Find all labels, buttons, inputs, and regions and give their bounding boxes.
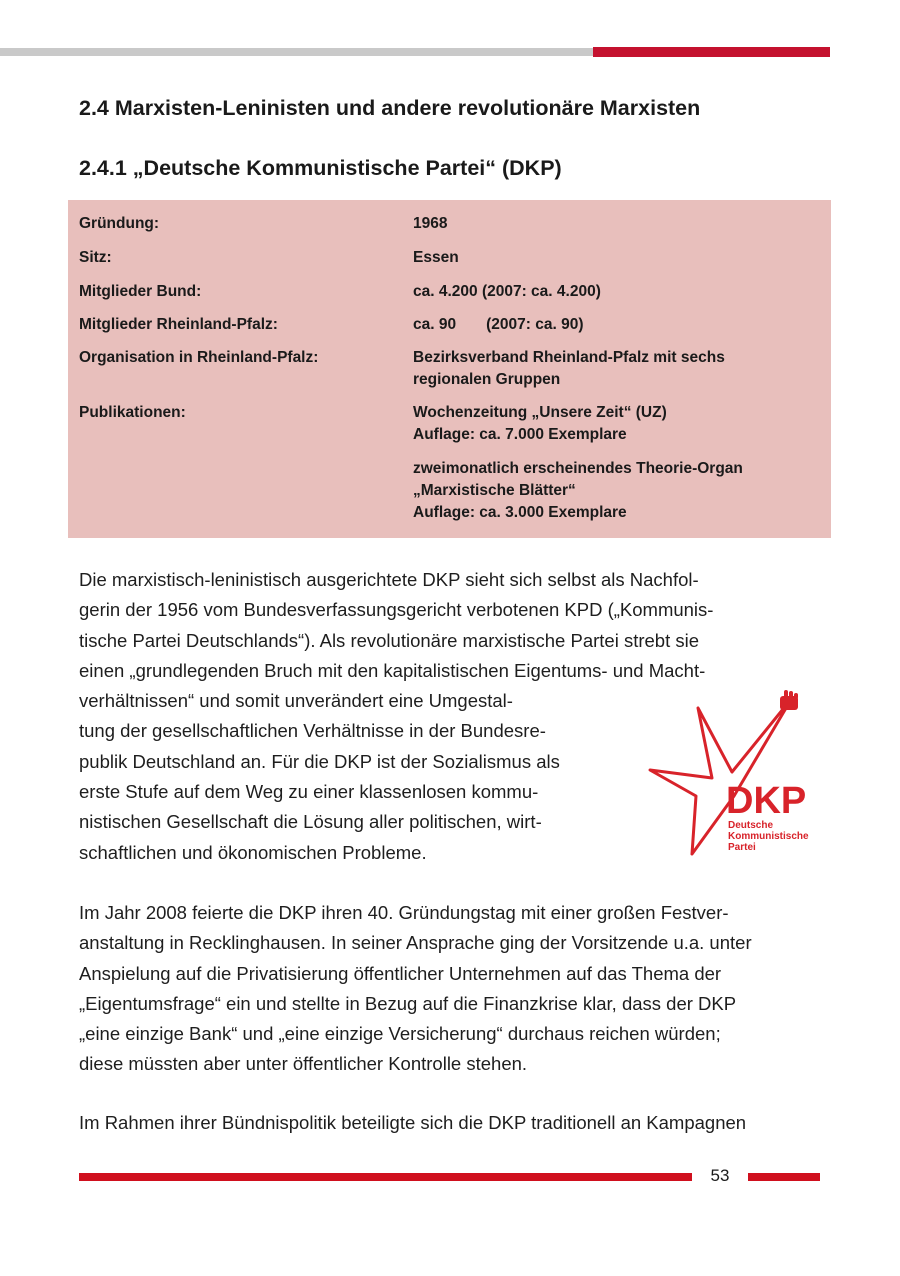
text-line: „eine einzige Bank“ und „eine einzige Versicherung“ durchaus reichen würden; [79,1023,721,1045]
text-line: Im Jahr 2008 feierte die DKP ihren 40. Gründungstag mit einer großen Festver- [79,902,729,923]
page-number: 53 [710,1166,730,1185]
text-line: tung der gesellschaftlichen Verhältnisse in der Bundesre- [79,720,546,742]
text-line: tische Partei Deutschlands“). Als revolutionäre marxistische Partei strebt sie [79,629,700,651]
text-line: „Eigentumsfrage“ ein und stellte in Bezug auf die Finanzkrise klar, dass der DKP [79,992,737,1014]
text-line: nistischen Gesellschaft die Lösung aller politischen, wirt- [79,811,542,833]
raised-fist-icon [780,690,798,710]
logo-line-2: Kommunistische [728,831,809,842]
fact-value-line: 1968 [413,215,448,232]
text-line: erste Stufe auf dem Weg zu einer klassenlosen kommu- [79,781,539,803]
fact-value [413,458,823,524]
fact-box [68,200,831,538]
text-line: diese müssten aber unter öffentlicher Kontrolle stehen. [79,1053,528,1075]
fact-value-line: Bezirksverband Rheinland-Pfalz mit sechs [413,349,725,366]
fact-value-line: ca. 4.200 (2007: ca. 4.200) [413,283,601,300]
fact-value-current: ca. 90 [413,316,457,333]
fact-label: Organisation in Rheinland-Pfalz: [79,349,319,366]
fact-value-line: zweimonatlich erscheinendes Theorie-Organ [413,460,743,477]
fact-label: Sitz: [79,249,112,266]
body-paragraph-3 [79,1108,824,1138]
fact-value [413,281,823,303]
fact-value [413,247,823,269]
fact-label: Gründung: [79,215,160,232]
text-line: Die marxistisch-leninistisch ausgerichtete DKP sieht sich selbst als Nachfol- [79,569,699,590]
logo-acronym: DKP [726,780,807,822]
fact-value-line: „Marxistische Blätter“ [413,482,576,499]
footer-rule-right [748,1173,820,1181]
fact-value-line: Auflage: ca. 7.000 Exemplare [413,426,627,443]
text-line: gerin der 1956 vom Bundesverfassungsgericht verbotenen KPD („Kommunis- [79,599,714,621]
fact-value-line: Auflage: ca. 3.000 Exemplare [413,504,627,521]
text-line: publik Deutschland an. Für die DKP ist der Sozialismus als [79,750,560,772]
fact-value-line: Essen [413,249,459,266]
section-heading: 2.4 Marxisten-Leninisten und andere revolutionäre Marxisten [79,96,701,120]
logo-line-3: Partei [728,842,756,853]
fact-value [413,314,823,336]
fact-value [413,213,823,235]
fact-value-previous: (2007: ca. 90) [486,316,584,333]
header-rule-grey [0,48,593,56]
header-rule-red [593,47,830,57]
logo-line-1: Deutsche [728,820,774,831]
fact-value [413,402,823,446]
text-line: Anspielung auf die Privatisierung öffentlicher Unternehmen auf das Thema der [79,962,722,984]
text-line: schaftlichen und ökonomischen Probleme. [79,841,427,863]
fact-value-line: regionalen Gruppen [413,371,561,388]
fact-label: Mitglieder Bund: [79,283,202,300]
fact-value-line: Wochenzeitung „Unsere Zeit“ (UZ) [413,404,667,421]
fact-label: Mitglieder Rheinland-Pfalz: [79,316,278,333]
subsection-heading: 2.4.1 „Deutsche Kommunistische Partei“ (DKP) [79,156,562,180]
fact-value [413,347,823,391]
text-line: einen „grundlegenden Bruch mit den kapitalistischen Eigentums- und Macht- [79,659,706,681]
fact-label: Publikationen: [79,404,186,421]
text-line: anstaltung in Recklinghausen. In seiner Ansprache ging der Vorsitzende u.a. unter [79,932,752,954]
body-paragraph-2 [79,898,824,1080]
footer-rule-left [79,1173,692,1181]
text-line: verhältnissen“ und somit unverändert eine Umgestal- [79,690,513,712]
dkp-logo [642,688,822,858]
text-line: Im Rahmen ihrer Bündnispolitik beteiligte sich die DKP traditionell an Kampagnen [79,1112,747,1133]
